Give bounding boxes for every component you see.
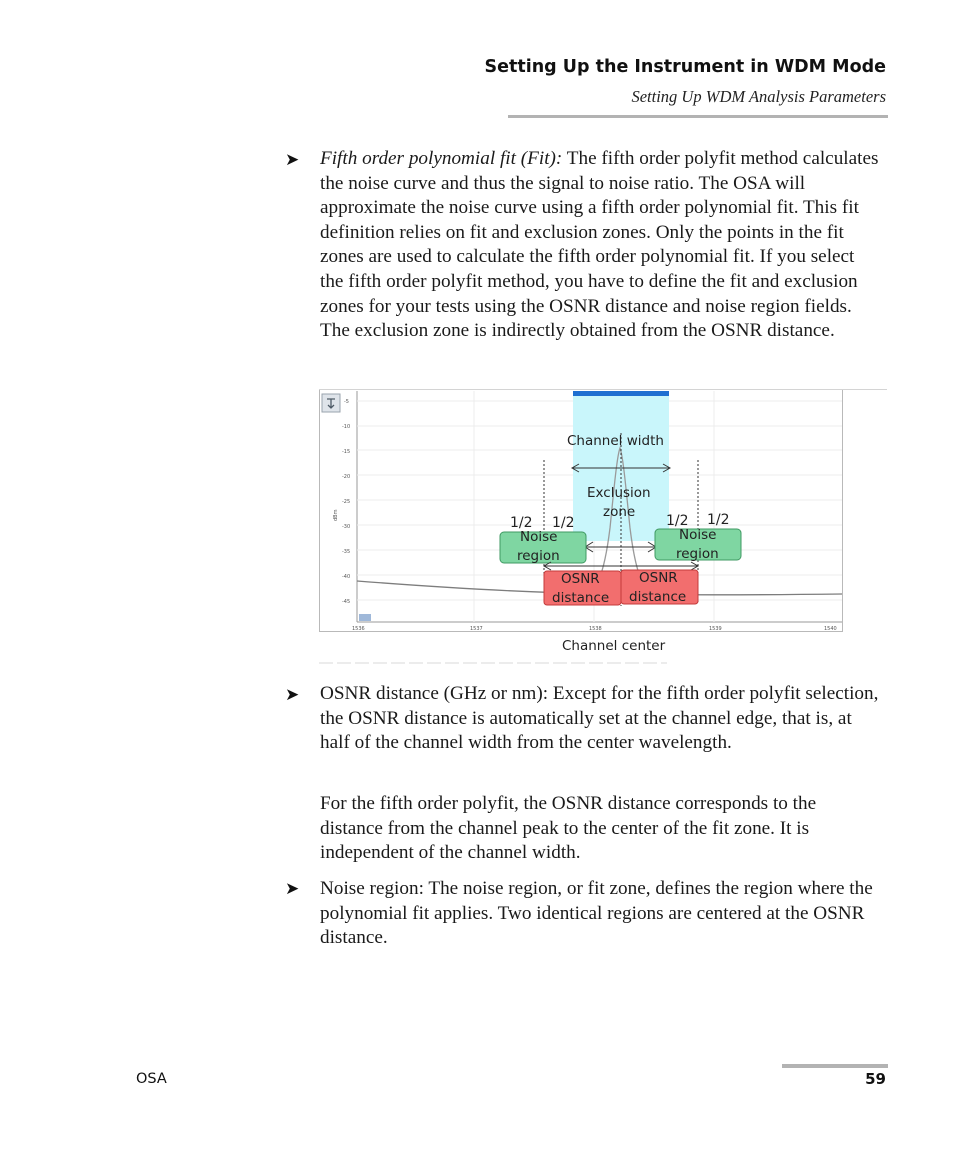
paragraph-osnr-distance: OSNR distance (GHz or nm): Except for the fifth order polyfit selection, the OSNR distance is automatically set at the channel edge, that is, at half of the channel width from the center wavelength. [320,683,879,754]
lead-term: Fifth order polynomial fit (Fit): [320,148,563,169]
page-number: 59 [865,1070,886,1088]
exclusion-label-1: Exclusion [587,485,651,501]
x-tick: 1537 [470,626,483,632]
bullet-arrow-icon: ➤ [285,150,300,170]
y-tick: -30 [342,524,351,530]
footer-product: OSA [136,1071,167,1087]
y-tick-labels [342,399,350,605]
half-label: 1/2 [552,515,575,531]
footer-rule [782,1064,888,1068]
osnr-distance-right-label-2: distance [629,589,687,605]
header-subtitle: Setting Up WDM Analysis Parameters [631,87,886,106]
half-label: 1/2 [707,512,730,528]
osnr-distance-right-label-1: OSNR [639,570,678,586]
paragraph-noise-region: Noise region: The noise region, or fit zone, defines the region where the polynomial fit applies. Two identical regions are centered at the OSNR distance. [320,878,873,949]
header-title: Setting Up the Instrument in WDM Mode [484,57,886,77]
header-rule [508,115,888,118]
bullet-arrow-icon: ➤ [285,879,300,899]
osnr-distance-left-label-1: OSNR [561,571,600,587]
y-tick: -5 [344,399,349,405]
paragraph-body: The fifth order polyfit method calculates the noise curve and thus the signal to noise ratio. The OSA will approximate the noise curve using a fifth order polynomial fit. This fit definition relies on fit and exclusion zones. Only the points in the fit zones are used to calculate the fifth order polynomial fit. If you select the fifth order polyfit method, you have to define the fit and exclusion zones for your tests using the OSNR distance and noise region fields. The exclusion zone is indirectly obtained from the OSNR distance. [320,148,879,342]
noise-region-right-label-1: Noise [679,527,717,543]
half-label: 1/2 [666,513,689,529]
y-tick: -10 [342,424,351,430]
exclusion-label-2: zone [603,504,636,520]
y-tick: -15 [342,449,351,455]
y-tick: -35 [342,549,351,555]
osnr-distance-left-label-2: distance [552,590,610,606]
y-tick: -45 [342,599,351,605]
x-tick: 1539 [709,626,722,632]
y-tick: -25 [342,499,351,505]
x-tick: 1536 [352,626,365,632]
x-tick: 1540 [824,626,837,632]
noise-region-left-label-1: Noise [520,529,558,545]
bullet-arrow-icon: ➤ [285,685,300,705]
paragraph-fifth-order-fit [320,147,882,344]
channel-center-label: Channel center [562,638,666,654]
y-tick: -20 [342,474,351,480]
noise-region-left-label-2: region [517,548,560,564]
half-label: 1/2 [510,515,533,531]
scroll-marker [359,614,371,621]
channel-top-bar [573,391,669,396]
x-tick: 1538 [589,626,602,632]
noise-region-right-label-2: region [676,546,719,562]
channel-width-label: Channel width [567,433,664,449]
y-axis-unit: dBm [333,509,339,521]
osnr-diagram [319,388,889,666]
y-tick: -40 [342,574,351,580]
osnr-figure [319,388,889,666]
paragraph-polyfit-distance: For the fifth order polyfit, the OSNR distance corresponds to the distance from the channel peak to the center of the fit zone. It is independent of the channel width. [320,793,817,864]
